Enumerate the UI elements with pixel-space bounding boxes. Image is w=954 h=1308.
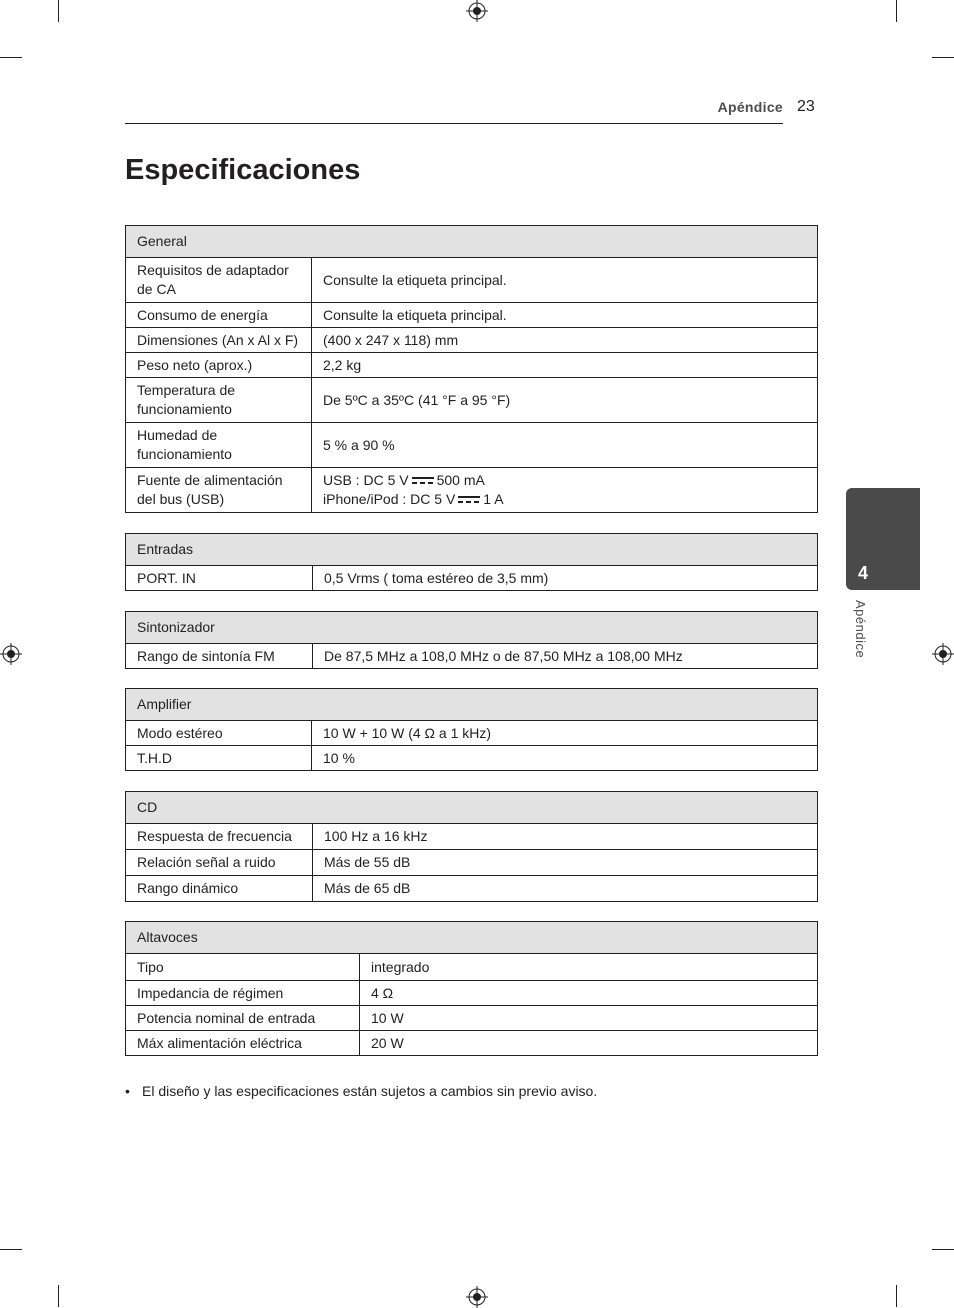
table-row bbox=[126, 1031, 818, 1056]
table-row bbox=[126, 850, 818, 876]
spec-label: Dimensiones (An x Al x F) bbox=[126, 328, 312, 353]
disclaimer-note bbox=[125, 1083, 597, 1099]
dc-symbol-icon bbox=[458, 496, 480, 504]
crop-mark bbox=[932, 57, 954, 58]
table-row bbox=[126, 566, 818, 591]
registration-mark-icon bbox=[0, 643, 22, 665]
table-row bbox=[126, 876, 818, 902]
spec-table-entradas bbox=[125, 533, 818, 591]
spec-value: Más de 65 dB bbox=[313, 876, 818, 902]
table-row bbox=[126, 981, 818, 1006]
spec-value: 2,2 kg bbox=[312, 353, 818, 378]
crop-mark bbox=[932, 1249, 954, 1250]
table-row bbox=[126, 721, 818, 746]
spec-value: 10 W bbox=[360, 1006, 818, 1031]
spec-value: De 5ºC a 35ºC (41 °F a 95 °F) bbox=[312, 378, 818, 423]
spec-label: Potencia nominal de entrada bbox=[126, 1006, 360, 1031]
table-header-row bbox=[126, 689, 818, 721]
page-number: 23 bbox=[797, 98, 815, 115]
spec-value: Consulte la etiqueta principal. bbox=[312, 303, 818, 328]
table-heading: Sintonizador bbox=[126, 612, 818, 644]
table-row bbox=[126, 1006, 818, 1031]
spec-value: 10 % bbox=[312, 746, 818, 771]
usb-power-prefix: USB : DC 5 V bbox=[323, 472, 409, 488]
spec-value: 0,5 Vrms ( toma estéreo de 3,5 mm) bbox=[313, 566, 818, 591]
spec-value: 20 W bbox=[360, 1031, 818, 1056]
spec-value: (400 x 247 x 118) mm bbox=[312, 328, 818, 353]
spec-value: Más de 55 dB bbox=[313, 850, 818, 876]
spec-table-amplifier bbox=[125, 688, 818, 771]
iphone-power-prefix: iPhone/iPod : DC 5 V bbox=[323, 491, 456, 507]
table-header-row bbox=[126, 792, 818, 824]
spec-label: Tipo bbox=[126, 954, 360, 981]
crop-mark bbox=[58, 0, 59, 22]
table-row bbox=[126, 824, 818, 850]
table-row bbox=[126, 746, 818, 771]
table-row bbox=[126, 258, 818, 303]
table-row bbox=[126, 644, 818, 669]
spec-value: Consulte la etiqueta principal. bbox=[312, 258, 818, 303]
chapter-number: 4 bbox=[858, 563, 869, 583]
bullet-icon: • bbox=[125, 1083, 130, 1099]
spec-value: 5 % a 90 % bbox=[312, 423, 818, 468]
crop-mark bbox=[0, 57, 22, 58]
table-header-row bbox=[126, 612, 818, 644]
spec-label: Fuente de alimentación del bus (USB) bbox=[126, 468, 312, 513]
spec-label: Requisitos de adaptador de CA bbox=[126, 258, 312, 303]
chapter-label: Apéndice bbox=[853, 600, 868, 659]
registration-mark-icon bbox=[466, 1286, 488, 1308]
header-rule bbox=[125, 123, 783, 124]
table-row bbox=[126, 303, 818, 328]
table-heading: CD bbox=[126, 792, 818, 824]
usb-power-suffix: 500 mA bbox=[436, 472, 485, 488]
spec-table-cd bbox=[125, 791, 818, 902]
table-row bbox=[126, 423, 818, 468]
spec-value: integrado bbox=[360, 954, 818, 981]
registration-mark-icon bbox=[932, 643, 954, 665]
table-heading: Entradas bbox=[126, 534, 818, 566]
table-heading: General bbox=[126, 226, 818, 258]
table-row bbox=[126, 468, 818, 513]
spec-value: 10 W + 10 W (4 Ω a 1 kHz) bbox=[312, 721, 818, 746]
crop-mark bbox=[896, 0, 897, 22]
table-header-row bbox=[126, 922, 818, 954]
crop-mark bbox=[0, 1249, 22, 1250]
spec-value bbox=[312, 468, 818, 513]
table-row bbox=[126, 954, 818, 981]
spec-label: Humedad de funcionamiento bbox=[126, 423, 312, 468]
disclaimer-text: El diseño y las especificaciones están sujetos a cambios sin previo aviso. bbox=[142, 1083, 598, 1099]
table-row bbox=[126, 378, 818, 423]
table-row bbox=[126, 353, 818, 378]
spec-table-altavoces bbox=[125, 921, 818, 1056]
dc-symbol-icon bbox=[412, 477, 434, 485]
spec-table-general bbox=[125, 225, 818, 513]
registration-mark-icon bbox=[466, 0, 488, 22]
spec-label: Rango dinámico bbox=[126, 876, 313, 902]
spec-value: De 87,5 MHz a 108,0 MHz o de 87,50 MHz a 108,00 MHz bbox=[313, 644, 818, 669]
spec-label: Consumo de energía bbox=[126, 303, 312, 328]
table-heading: Amplifier bbox=[126, 689, 818, 721]
spec-label: PORT. IN bbox=[126, 566, 313, 591]
spec-label: Peso neto (aprox.) bbox=[126, 353, 312, 378]
spec-label: Temperatura de funcionamiento bbox=[126, 378, 312, 423]
iphone-power-suffix: 1 A bbox=[483, 491, 504, 507]
crop-mark bbox=[896, 1285, 897, 1307]
crop-mark bbox=[58, 1285, 59, 1307]
spec-label: Modo estéreo bbox=[126, 721, 312, 746]
spec-value: 100 Hz a 16 kHz bbox=[313, 824, 818, 850]
spec-label: Máx alimentación eléctrica bbox=[126, 1031, 360, 1056]
spec-label: T.H.D bbox=[126, 746, 312, 771]
spec-label: Rango de sintonía FM bbox=[126, 644, 313, 669]
table-header-row bbox=[126, 226, 818, 258]
table-row bbox=[126, 328, 818, 353]
spec-label: Impedancia de régimen bbox=[126, 981, 360, 1006]
spec-label: Respuesta de frecuencia bbox=[126, 824, 313, 850]
page-title: Especificaciones bbox=[125, 154, 361, 186]
table-heading: Altavoces bbox=[126, 922, 818, 954]
table-header-row bbox=[126, 534, 818, 566]
running-header-section: Apéndice bbox=[717, 99, 783, 115]
spec-label: Relación señal a ruido bbox=[126, 850, 313, 876]
spec-table-sintonizador bbox=[125, 611, 818, 669]
spec-value: 4 Ω bbox=[360, 981, 818, 1006]
